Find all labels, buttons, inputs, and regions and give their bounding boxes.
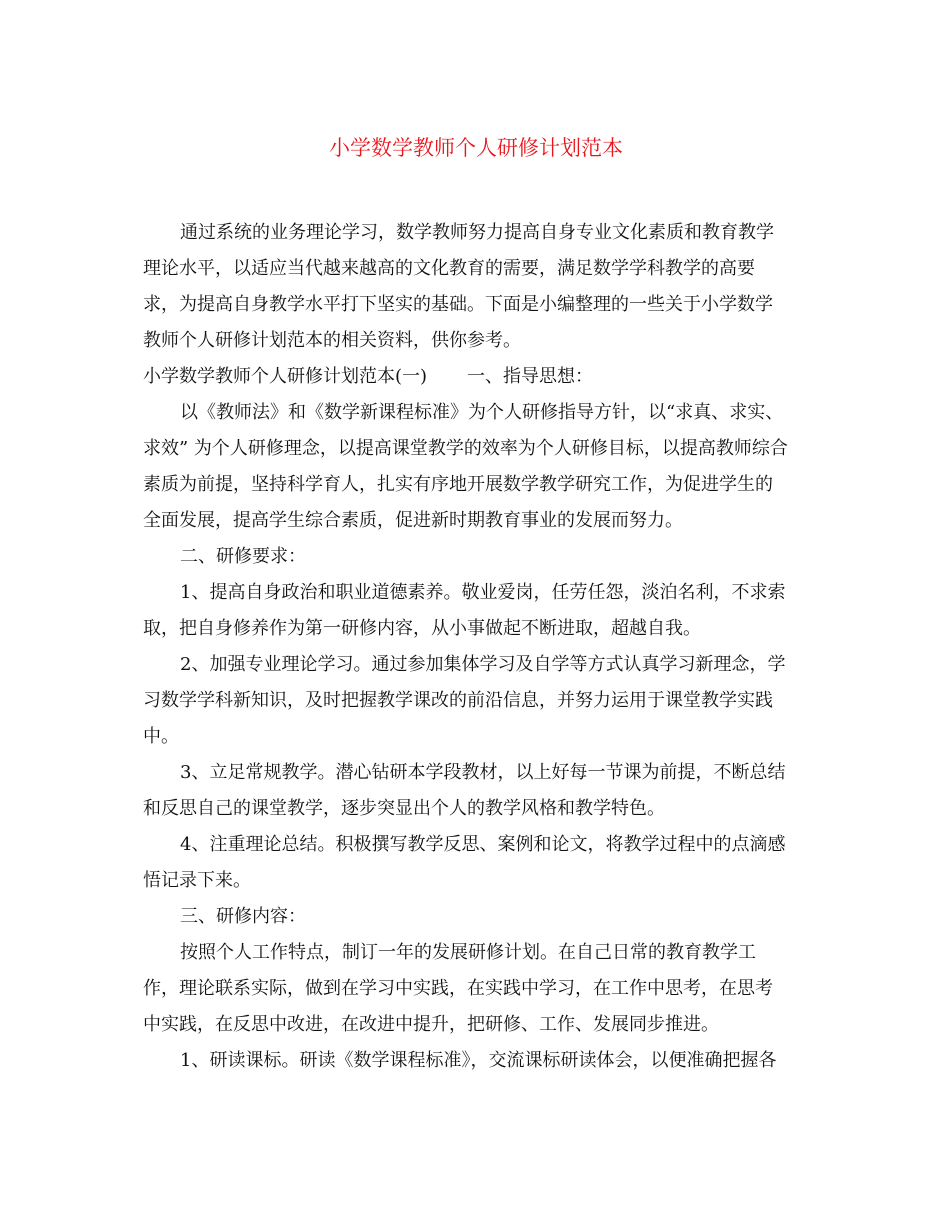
paragraph-line bbox=[143, 287, 809, 323]
line-text: 1、提高自身政治和职业道德素养。敬业爱岗，任劳任怨，淡泊名利，不求索 bbox=[180, 582, 786, 603]
paragraph-line bbox=[143, 1007, 809, 1043]
line-text: 全面发展，提高学生综合素质，促进新时期教育事业的发展而努力。 bbox=[143, 510, 683, 531]
paragraph-line bbox=[143, 431, 809, 467]
document-page bbox=[143, 0, 809, 1230]
line-text: 通过系统的业务理论学习，数学教师努力提高自身专业文化素质和教育教学 bbox=[180, 222, 774, 243]
line-text: 求效” 为个人研修理念，以提高课堂教学的效率为个人研修目标，以提高教师综合 bbox=[143, 438, 788, 459]
line-text: 三、研修内容： bbox=[180, 906, 306, 927]
line-text: 悟记录下来。 bbox=[143, 870, 251, 891]
document-body bbox=[143, 215, 809, 1079]
paragraph-line bbox=[143, 467, 809, 503]
section-heading: 一、指导思想： bbox=[467, 366, 594, 387]
line-text: 求，为提高自身教学水平打下坚实的基础。下面是小编整理的一些关于小学数学 bbox=[143, 294, 773, 315]
paragraph-line bbox=[143, 575, 809, 611]
paragraph-line bbox=[143, 971, 809, 1007]
paragraph-line bbox=[143, 935, 809, 971]
section-heading-line bbox=[143, 359, 809, 395]
line-text: 理论水平，以适应当代越来越高的文化教育的需要，满足数学学科教学的高要 bbox=[143, 258, 755, 279]
line-text: 作，理论联系实际，做到在学习中实践，在实践中学习，在工作中思考，在思考 bbox=[143, 978, 773, 999]
section-heading bbox=[143, 899, 809, 935]
paragraph-line bbox=[143, 323, 809, 359]
line-text: 和反思自己的课堂教学，逐步突显出个人的教学风格和教学特色。 bbox=[143, 798, 665, 819]
line-text: 习数学学科新知识，及时把握教学课改的前沿信息，并努力运用于课堂教学实践 bbox=[143, 690, 773, 711]
paragraph-line bbox=[143, 395, 809, 431]
section-heading bbox=[143, 539, 809, 575]
paragraph-line bbox=[143, 719, 809, 755]
subtitle-text: 小学数学教师个人研修计划范本(一) bbox=[143, 366, 428, 387]
line-text: 3、立足常规教学。潜心钻研本学段教材，以上好每一节课为前提，不断总结 bbox=[180, 762, 786, 783]
paragraph-line bbox=[143, 1043, 809, 1079]
paragraph-line bbox=[143, 827, 809, 863]
line-text: 4、注重理论总结。积极撰写教学反思、案例和论文，将教学过程中的点滴感 bbox=[180, 834, 786, 855]
paragraph-line bbox=[143, 755, 809, 791]
paragraph-line bbox=[143, 647, 809, 683]
paragraph-line bbox=[143, 791, 809, 827]
line-text: 按照个人工作特点，制订一年的发展研修计划。在自己日常的教育教学工 bbox=[180, 942, 756, 963]
line-text: 二、研修要求： bbox=[180, 546, 306, 567]
paragraph-line bbox=[143, 503, 809, 539]
line-text: 以《教师法》和《数学新课程标准》为个人研修指导方针，以“求真、求实、 bbox=[180, 402, 784, 423]
paragraph-line bbox=[143, 611, 809, 647]
paragraph-line bbox=[143, 215, 809, 251]
line-text: 1、研读课标。研读《数学课程标准》，交流课标研读体会，以便准确把握各 bbox=[180, 1050, 777, 1071]
line-text: 取，把自身修养作为第一研修内容，从小事做起不断进取，超越自我。 bbox=[143, 618, 701, 639]
document-title: 小学数学教师个人研修计划范本 bbox=[329, 136, 623, 160]
line-text: 素质为前提，坚持科学育人，扎实有序地开展数学教学研究工作，为促进学生的 bbox=[143, 474, 773, 495]
paragraph-line bbox=[143, 251, 809, 287]
line-text: 教师个人研修计划范本的相关资料，供你参考。 bbox=[143, 330, 521, 351]
line-text: 2、加强专业理论学习。通过参加集体学习及自学等方式认真学习新理念，学 bbox=[180, 654, 786, 675]
paragraph-line bbox=[143, 863, 809, 899]
line-text: 中实践，在反思中改进，在改进中提升，把研修、工作、发展同步推进。 bbox=[143, 1014, 719, 1035]
paragraph-line bbox=[143, 683, 809, 719]
line-text: 中。 bbox=[143, 726, 179, 747]
